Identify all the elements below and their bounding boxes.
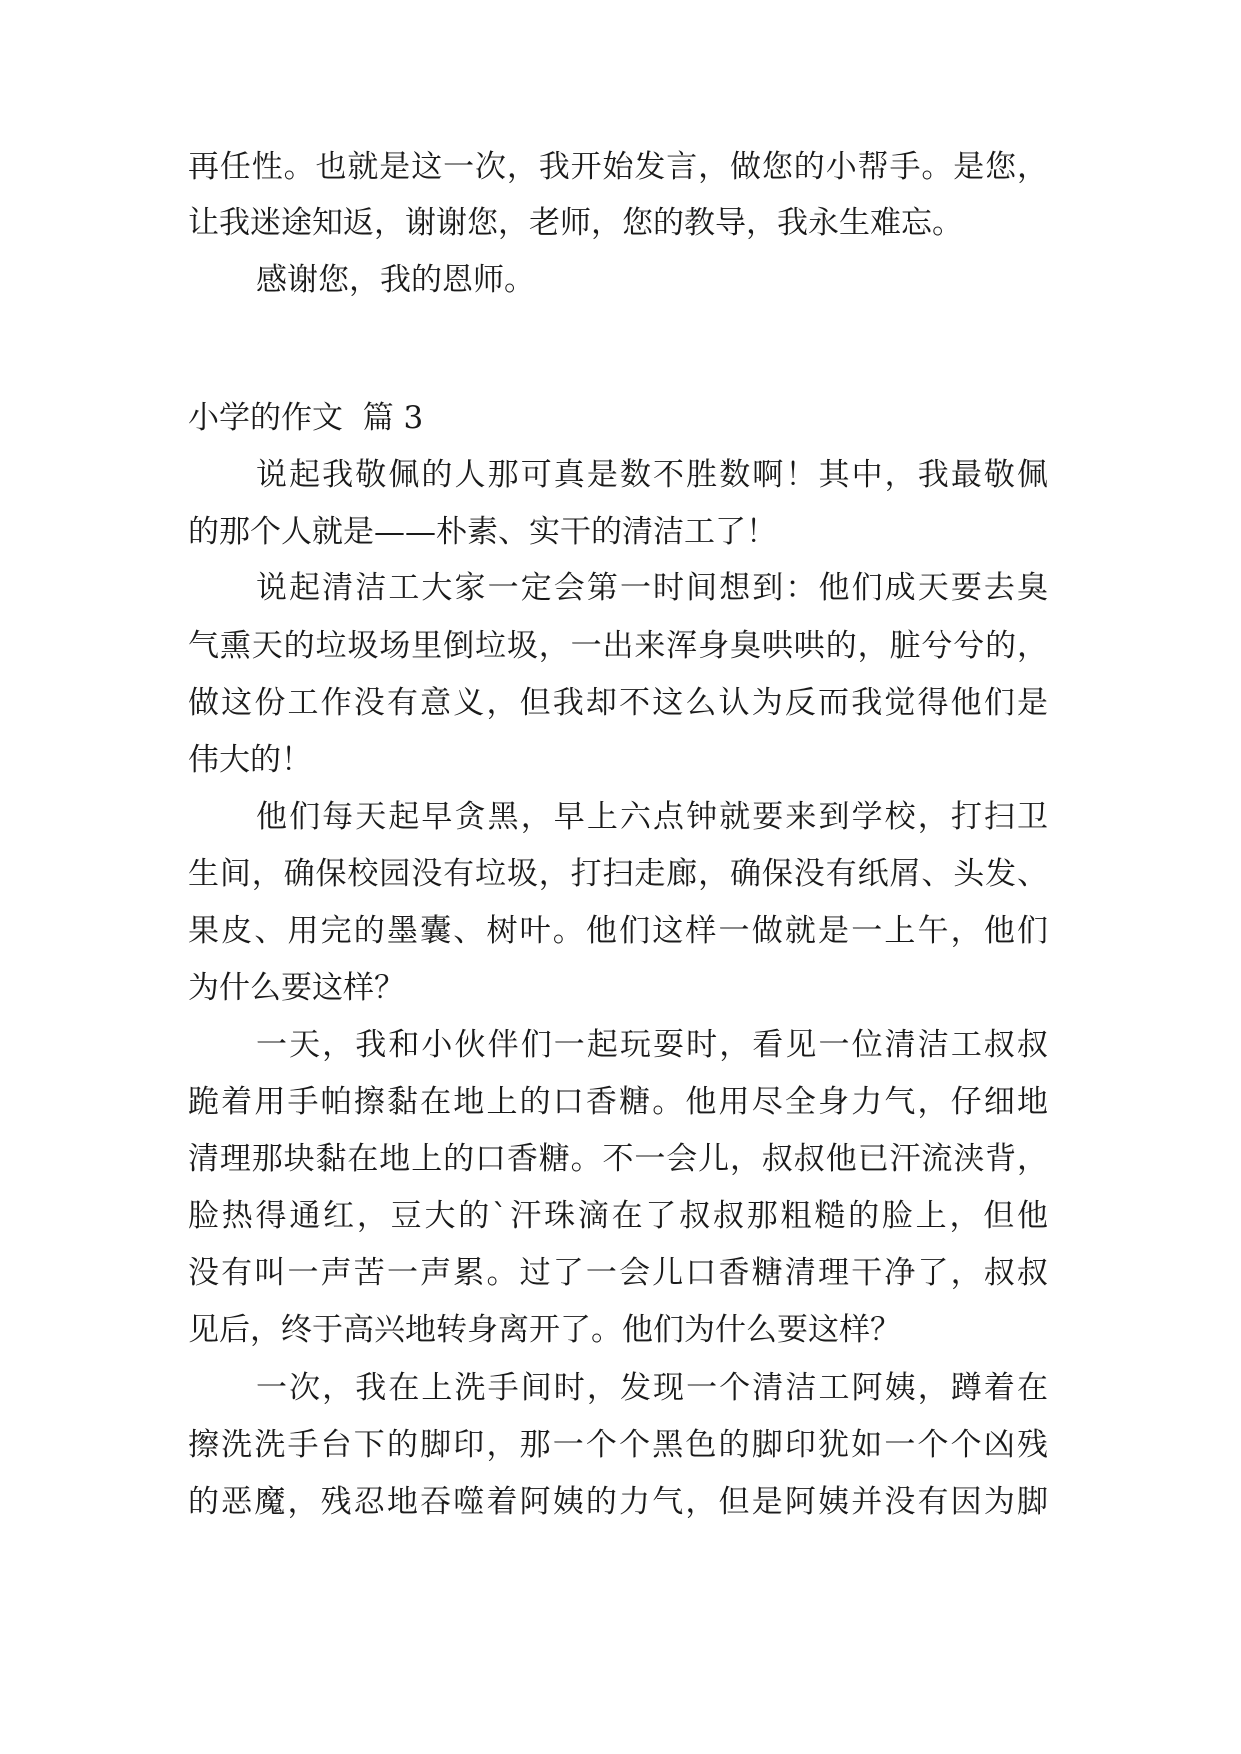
section-title: 小学的作文 篇 3 bbox=[188, 400, 424, 436]
paragraph-line: 果皮、用完的墨囊、树叶。他们这样一做就是一上午，他们 bbox=[188, 913, 1048, 949]
paragraph-line: 做这份工作没有意义，但我却不这么认为反而我觉得他们是 bbox=[188, 685, 1048, 721]
paragraph-line: 再任性。也就是这一次，我开始发言，做您的小帮手。是您， bbox=[188, 149, 1048, 185]
paragraph-line: 的恶魔，残忍地吞噬着阿姨的力气，但是阿姨并没有因为脚 bbox=[188, 1484, 1048, 1520]
paragraph-line: 让我迷途知返，谢谢您，老师，您的教导，我永生难忘。 bbox=[188, 205, 963, 241]
paragraph-line: 他们每天起早贪黑，早上六点钟就要来到学校，打扫卫 bbox=[256, 799, 1048, 835]
paragraph-line: 的那个人就是——朴素、实干的清洁工了！ bbox=[188, 514, 777, 550]
paragraph-line: 说起清洁工大家一定会第一时间想到：他们成天要去臭 bbox=[256, 570, 1048, 606]
paragraph-line: 擦洗洗手台下的脚印，那一个个黑色的脚印犹如一个个凶残 bbox=[188, 1427, 1048, 1463]
paragraph-line: 说起我敬佩的人那可真是数不胜数啊！其中，我最敬佩 bbox=[256, 457, 1048, 493]
paragraph-line: 感谢您，我的恩师。 bbox=[256, 262, 535, 298]
paragraph-line: 伟大的！ bbox=[188, 742, 312, 778]
paragraph-line: 见后，终于高兴地转身离开了。他们为什么要这样？ bbox=[188, 1312, 901, 1348]
paragraph-line: 一次，我在上洗手间时，发现一个清洁工阿姨，蹲着在 bbox=[256, 1370, 1048, 1406]
paragraph-line: 清理那块黏在地上的口香糖。不一会儿，叔叔他已汗流浃背， bbox=[188, 1141, 1048, 1177]
paragraph-line: 一天，我和小伙伴们一起玩耍时，看见一位清洁工叔叔 bbox=[256, 1027, 1048, 1063]
paragraph-line: 跪着用手帕擦黏在地上的口香糖。他用尽全身力气，仔细地 bbox=[188, 1084, 1048, 1120]
paragraph-line: 生间，确保校园没有垃圾，打扫走廊，确保没有纸屑、头发、 bbox=[188, 856, 1048, 892]
paragraph-line: 气熏天的垃圾场里倒垃圾，一出来浑身臭哄哄的，脏兮兮的， bbox=[188, 628, 1048, 664]
paragraph-line: 为什么要这样？ bbox=[188, 970, 405, 1006]
paragraph-line: 没有叫一声苦一声累。过了一会儿口香糖清理干净了，叔叔 bbox=[188, 1255, 1048, 1291]
paragraph-line: 脸热得通红，豆大的`汗珠滴在了叔叔那粗糙的脸上，但他 bbox=[188, 1198, 1048, 1234]
